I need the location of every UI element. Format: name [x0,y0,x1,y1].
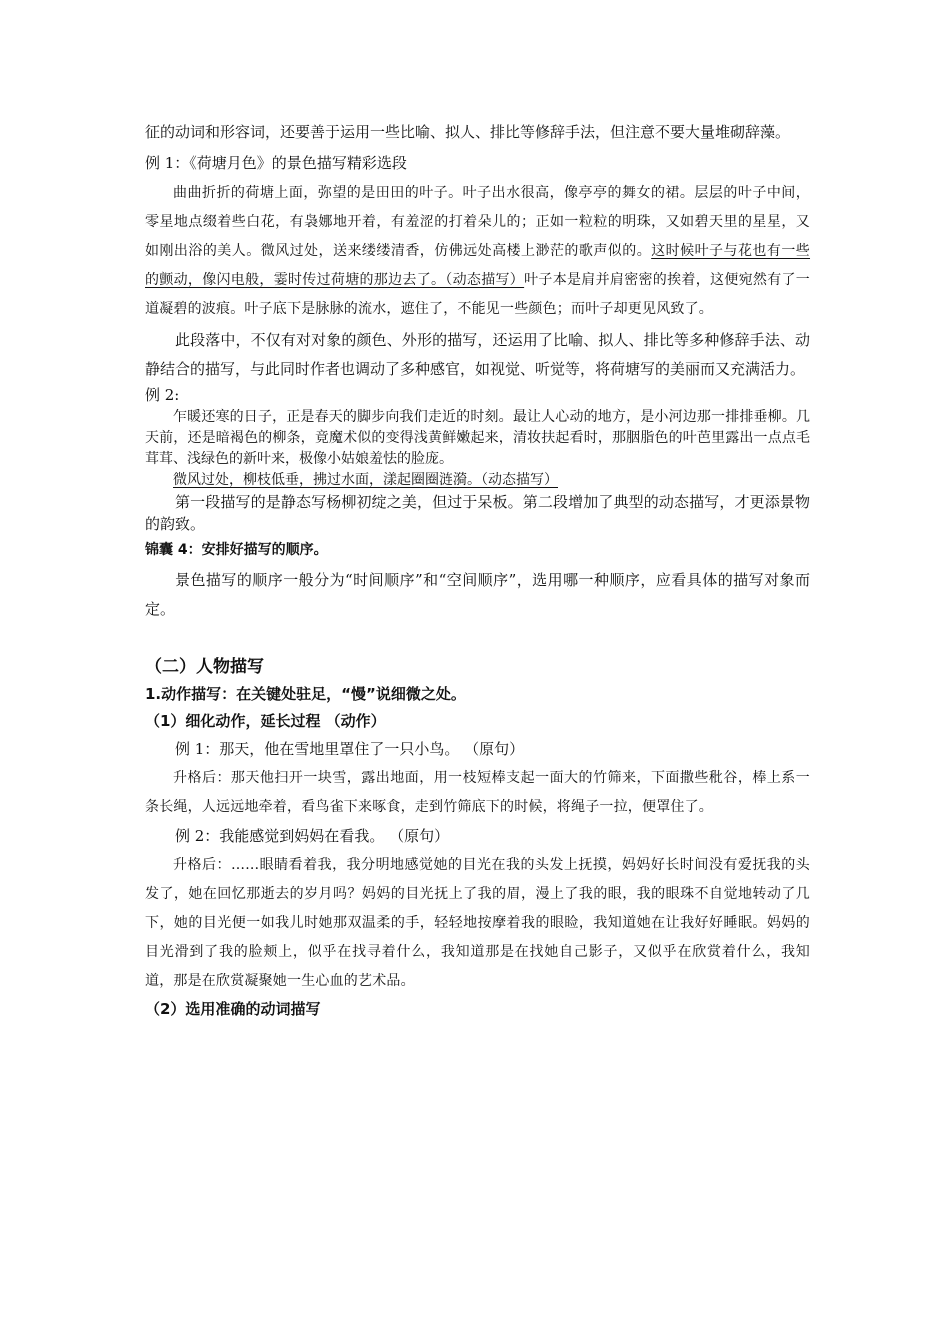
subsection-1-2-heading: （2）选用准确的动词描写 [145,1000,321,1018]
intro-paragraph: 征的动词和形容词，还要善于运用一些比喻、拟人、排比等修辞手法，但注意不要大量堆砌辞藻。 [145,123,791,141]
action-example-2-upgraded: 升格后：……眼睛看着我，我分明地感觉她的目光在我的头发上抚摸，妈妈好长时间没有爱抚我的头发了，她在回忆那逝去的岁月吗？妈妈的目光抚上了我的眉，漫上了我的眼，我的眼珠不自觉地转动了几下，她的目光便一如我儿时她那双温柔的手，轻轻地按摩着我的眼睑，我知道她在让我好好睡眠。妈妈的目光滑到了我的脸颊上，似乎在找寻着什么，我知道那是在找她自己影子，又似乎在欣赏着什么，我知道，那是在欣赏凝聚她一生心血的艺术品。 [145,857,810,989]
action-example-1-upgraded: 升格后：那天他扫开一块雪，露出地面，用一枝短棒支起一面大的竹筛来，下面撒些秕谷，棒上系一条长绳，人远远地牵着，看鸟雀下来啄食，走到竹筛底下的时候，将绳子一拉，便罩住了。 [145,770,810,815]
example-1-text-part-b: 叶子本是肩并肩密密的挨着，这便宛然有了一道凝碧的波痕。叶子底下是脉脉的流水，遮住了，不能见一些颜色；而叶子却更见风致了。 [145,272,811,317]
example-2-text: 乍暖还寒的日子，正是春天的脚步向我们走近的时刻。最让人心动的地方，是小河边那一排排垂柳。几天前，还是暗褐色的柳条，竟魔术似的变得浅黄鲜嫩起来，清妆扶起看时，那胭脂色的叶芭里露出一点点毛茸茸、浅绿色的新叶来，极像小姑娘羞怯的脸庞。 [145,409,810,467]
tip-4-text: 景色描写的顺序一般分为“时间顺序”和“空间顺序”，选用哪一种顺序，应看具体的描写对象而定。 [145,571,810,618]
action-example-1: 例 1：那天，他在雪地里罩住了一只小鸟。 （原句） [175,740,525,758]
example-2-title: 例 2: [145,386,180,404]
example-1-title: 例 1：《荷塘月色》的景色描写精彩选段 [145,154,407,172]
subsection-1-heading: 1.动作描写：在关键处驻足，“慢”说细微之处。 [145,685,466,703]
document-body [145,118,810,1023]
example-1-text-dynamic: 这时候叶子与花也有一些的颤动，像闪电般，霎时传过荷塘的那边去了。（动态描写） [145,243,811,288]
section-2-heading: （二）人物描写 [145,657,264,677]
tip-4-heading: 锦囊 4：安排好描写的顺序。 [145,542,328,558]
subsection-1-1-heading: （1）细化动作，延长过程 （动作） [145,712,386,730]
action-example-2: 例 2：我能感觉到妈妈在看我。 （原句） [175,827,450,845]
example-2-dynamic-text: 微风过处，柳枝低垂，拂过水面，漾起圈圈涟漪。（动态描写） [173,472,558,488]
example-1-text [145,179,810,324]
example-1-comment: 此段落中，不仅有对对象的颜色、外形的描写，还运用了比喻、拟人、排比等多种修辞手法、动静结合的描写，与此同时作者也调动了多种感官，如视觉、听觉等，将荷塘写的美丽而又充满活力。 [145,331,810,378]
example-2-comment: 第一段描写的是静态写杨柳初绽之美，但过于呆板。第二段增加了典型的动态描写，才更添景物的韵致。 [145,493,810,533]
example-2-dynamic-line [145,470,810,491]
example-1-text-part-a: 曲曲折折的荷塘上面，弥望的是田田的叶子。叶子出水很高，像亭亭的舞女的裙。层层的叶子中间，零星地点缀着些白花，有袅娜地开着，有羞涩的打着朵儿的；正如一粒粒的明珠，又如碧天里的星星，又如刚出浴的美人。微风过处，送来缕缕清香，仿佛远处高楼上渺茫的歌声似的。 [145,185,810,259]
